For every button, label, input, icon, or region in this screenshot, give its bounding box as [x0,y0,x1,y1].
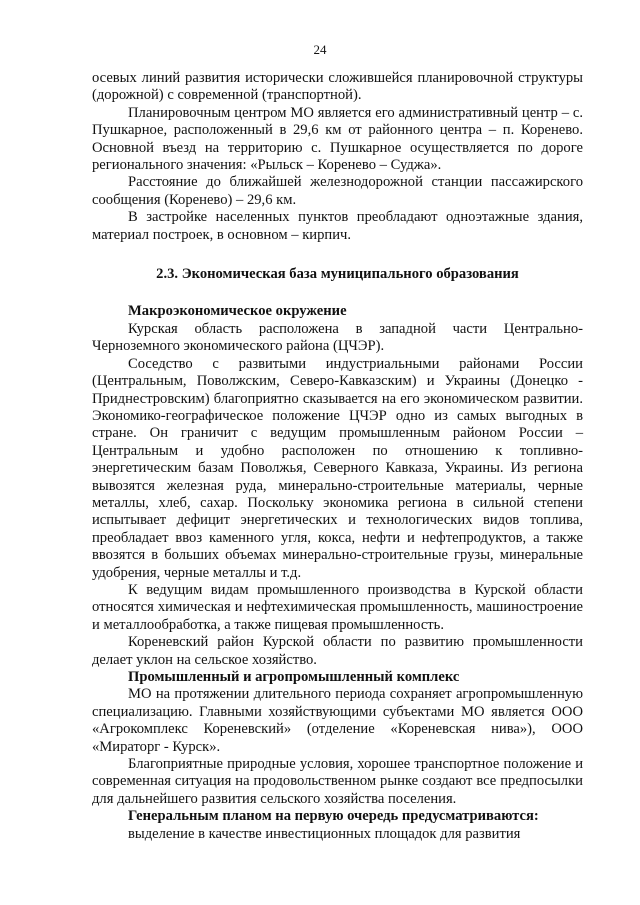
section-title: 2.3. Экономическая база муниципального образования [156,266,519,283]
paragraph-industries: К ведущим видам промышленного производства в Курской области относятся химическая и нефтехимическая промышленность, машиностроение и металлообработка, а также пищевая промышленность. [92,581,583,633]
subheading-general-plan: Генеральным планом на первую очередь предусматриваются: [128,808,539,825]
subheading-agro-complex: Промышленный и агропромышленный комплекс [128,669,460,685]
paragraph-buildings: В застройке населенных пунктов преобладают одноэтажные здания, материал построек, в основном – кирпич. [92,209,583,243]
paragraph-planning-center: Планировочным центром МО является его административный центр – с. Пушкарное, расположенный в 29,6 км от районного центра – п. Коренево. Основной въезд на территорию с. Пушкарное осуществляется по дороге регионального значения: «Рыльск – Коренево – Суджа». [92,104,583,174]
paragraph-investment-sites: выделение в качестве инвестиционных площадок для развития [128,825,521,842]
paragraph-neighbors: Соседство с развитыми индустриальными районами России (Центральным, Поволжским, Северо-Кавказским) и Украины (Донецко - Приднестровским) благоприятно сказывается на его экономическом развитии. Экономико-географическое положение ЦЧЭР одно из самых выгодных в стране. Он граничит с ведущим промышленным районом России – Центральным и удобно расположен по отношению к топливно-энергетическим базам Поволжья, Северного Кавказа, Украины. Из региона вывозятся железная руда, минерально-строительные материалы, черные металлы, хлеб, сахар. Поскольку экономика региона в сильной степени испытывает дефицит энергетических и технологических видов топлива, преобладает ввоз каменного угля, кокса, нефти и нефтепродуктов, а также ввозятся в больших объемах минерально-строительные грузы, минеральные удобрения, черные металлы и т.д. [92,355,583,581]
paragraph-region-location: Курская область расположена в западной части Центрально-Черноземного экономического района (ЦЧЭР). [92,320,583,355]
paragraph-district-agriculture: Кореневский район Курской области по развитию промышленности делает уклон на сельское хозяйство. [92,634,583,668]
paragraph-railway-distance: Расстояние до ближайшей железнодорожной станции пассажирского сообщения (Коренево) – 29,6 км. [92,174,583,208]
paragraph-favorable-conditions: Благоприятные природные условия, хорошее транспортное положение и современная ситуация на продовольственном рынке создают все предпосылки для дальнейшего развития сельского хозяйства поселения. [92,756,583,807]
paragraph-agro-specialization: МО на протяжении длительного периода сохраняет агропромышленную специализацию. Главными хозяйствующими субъектами МО является ООО «Агрокомплекс Кореневский» (отделение «Кореневская нива»), ООО «Мираторг - Курск». [92,686,583,755]
subheading-macroeconomic: Макроэкономическое окружение [128,303,347,320]
paragraph-continuation: осевых линий развития исторически сложившейся планировочной структуры (дорожной) с современной (транспортной). [92,70,583,104]
page-number: 24 [313,42,327,57]
document-body [92,70,583,843]
